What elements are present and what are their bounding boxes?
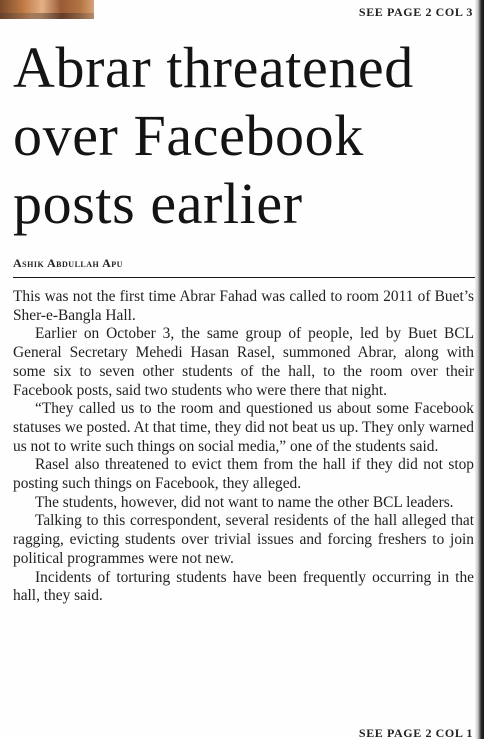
headline: Abrar threatened over Facebook posts earlier <box>13 35 414 236</box>
paragraph: This was not the first time Abrar Fahad was called to room 2011 of Buet’s Sher-e-Bangla Hall. <box>13 288 474 324</box>
paragraph: Earlier on October 3, the same group of people, led by Buet BCL General Secretary Mehedi Hasan Rasel, summoned Abrar, along with some six to seven other students of the hall, to the room over their Facebook posts, said two students who were there that night. <box>13 325 474 399</box>
paragraph: Rasel also threatened to evict them from the hall if they did not stop posting such things on Facebook, they alleged. <box>13 456 474 493</box>
paragraph: Talking to this correspondent, several residents of the hall alleged that ragging, evicting students over trivial issues and forcing freshers to join political programmes were not new. <box>13 512 474 567</box>
page-edge-shadow <box>475 0 484 739</box>
paragraph: The students, however, did not want to name the other BCL leaders. <box>35 493 454 511</box>
byline: Ashik Abdullah Apu <box>13 256 475 278</box>
paragraph: Incidents of torturing students have been frequently occurring in the hall, they said. <box>13 568 474 605</box>
photo-fragment <box>0 0 94 19</box>
continuation-reference-bottom: SEE PAGE 2 COL 1 <box>358 726 473 739</box>
continuation-reference-top: SEE PAGE 2 COL 3 <box>358 5 473 19</box>
article-body <box>13 288 474 606</box>
paragraph: “They called us to the room and questioned us about some Facebook statuses we posted. At that time, they did not beat us up. They only warned us not to write such things on social media,” one of the students said. <box>13 400 474 455</box>
